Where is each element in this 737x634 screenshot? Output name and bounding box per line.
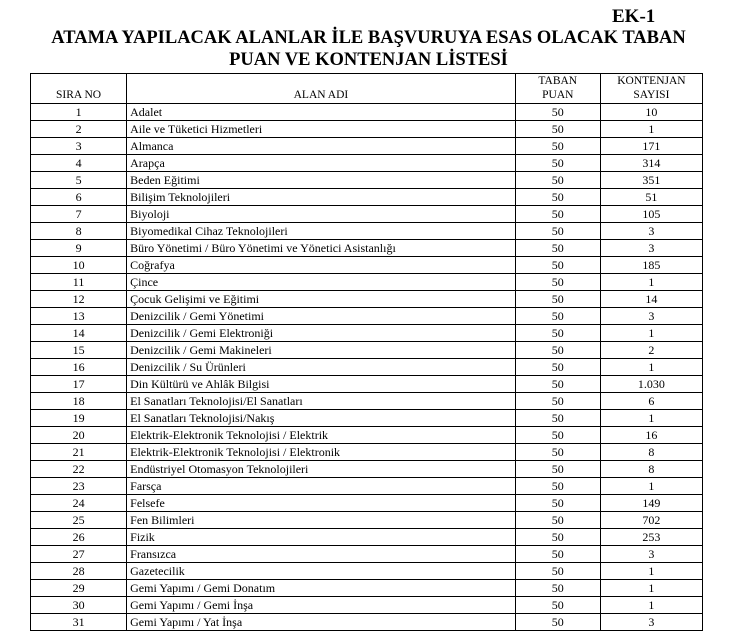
- table-row: [31, 274, 703, 291]
- cell-alan-adi: Gemi Yapımı / Gemi Donatım: [127, 580, 516, 597]
- cell-kontenjan: 1: [600, 563, 702, 580]
- cell-kontenjan: 16: [600, 427, 702, 444]
- table-row: [31, 121, 703, 138]
- header-taban-puan: TABAN PUAN: [515, 74, 600, 104]
- cell-sira-no: 8: [31, 223, 127, 240]
- cell-sira-no: 28: [31, 563, 127, 580]
- cell-sira-no: 5: [31, 172, 127, 189]
- cell-taban-puan: 50: [515, 223, 600, 240]
- cell-kontenjan: 8: [600, 461, 702, 478]
- table-row: [31, 308, 703, 325]
- cell-kontenjan: 149: [600, 495, 702, 512]
- cell-alan-adi: Aile ve Tüketici Hizmetleri: [127, 121, 516, 138]
- cell-sira-no: 30: [31, 597, 127, 614]
- cell-kontenjan: 1: [600, 410, 702, 427]
- table-row: [31, 393, 703, 410]
- cell-alan-adi: El Sanatları Teknolojisi/El Sanatları: [127, 393, 516, 410]
- cell-taban-puan: 50: [515, 121, 600, 138]
- cell-alan-adi: Çocuk Gelişimi ve Eğitimi: [127, 291, 516, 308]
- cell-taban-puan: 50: [515, 614, 600, 631]
- cell-alan-adi: Büro Yönetimi / Büro Yönetimi ve Yönetici Asistanlığı: [127, 240, 516, 257]
- cell-alan-adi: Denizcilik / Gemi Yönetimi: [127, 308, 516, 325]
- table-row: [31, 478, 703, 495]
- table-row: [31, 359, 703, 376]
- cell-sira-no: 11: [31, 274, 127, 291]
- cell-taban-puan: 50: [515, 189, 600, 206]
- cell-sira-no: 6: [31, 189, 127, 206]
- cell-taban-puan: 50: [515, 138, 600, 155]
- cell-kontenjan: 351: [600, 172, 702, 189]
- table-row: [31, 580, 703, 597]
- document-title-line1: ATAMA YAPILACAK ALANLAR İLE BAŞVURUYA ESAS OLACAK TABAN: [51, 28, 686, 48]
- cell-taban-puan: 50: [515, 172, 600, 189]
- cell-sira-no: 9: [31, 240, 127, 257]
- cell-alan-adi: Gemi Yapımı / Yat İnşa: [127, 614, 516, 631]
- cell-kontenjan: 14: [600, 291, 702, 308]
- table-row: [31, 444, 703, 461]
- cell-alan-adi: Biyomedikal Cihaz Teknolojileri: [127, 223, 516, 240]
- cell-kontenjan: 1: [600, 580, 702, 597]
- header-sira-no: SIRA NO: [31, 74, 127, 104]
- cell-taban-puan: 50: [515, 461, 600, 478]
- cell-kontenjan: 314: [600, 155, 702, 172]
- table-row: [31, 461, 703, 478]
- cell-sira-no: 4: [31, 155, 127, 172]
- cell-taban-puan: 50: [515, 325, 600, 342]
- cell-alan-adi: Almanca: [127, 138, 516, 155]
- cell-kontenjan: 3: [600, 546, 702, 563]
- table-row: [31, 546, 703, 563]
- cell-sira-no: 13: [31, 308, 127, 325]
- table-header-row: [31, 74, 703, 104]
- table-row: [31, 291, 703, 308]
- table-row: [31, 495, 703, 512]
- cell-kontenjan: 1.030: [600, 376, 702, 393]
- cell-alan-adi: Din Kültürü ve Ahlâk Bilgisi: [127, 376, 516, 393]
- cell-sira-no: 29: [31, 580, 127, 597]
- cell-sira-no: 17: [31, 376, 127, 393]
- cell-sira-no: 23: [31, 478, 127, 495]
- table-row: [31, 206, 703, 223]
- table-row: [31, 427, 703, 444]
- cell-sira-no: 18: [31, 393, 127, 410]
- cell-alan-adi: Fen Bilimleri: [127, 512, 516, 529]
- cell-taban-puan: 50: [515, 342, 600, 359]
- table-row: [31, 376, 703, 393]
- cell-kontenjan: 8: [600, 444, 702, 461]
- table-row: [31, 410, 703, 427]
- cell-kontenjan: 3: [600, 240, 702, 257]
- document-title-line2: PUAN VE KONTENJAN LİSTESİ: [229, 50, 508, 70]
- cell-alan-adi: Farsça: [127, 478, 516, 495]
- quota-table: [30, 73, 703, 631]
- cell-sira-no: 3: [31, 138, 127, 155]
- cell-sira-no: 27: [31, 546, 127, 563]
- cell-sira-no: 25: [31, 512, 127, 529]
- cell-sira-no: 10: [31, 257, 127, 274]
- cell-sira-no: 2: [31, 121, 127, 138]
- cell-taban-puan: 50: [515, 410, 600, 427]
- table-row: [31, 104, 703, 121]
- cell-taban-puan: 50: [515, 393, 600, 410]
- cell-alan-adi: Bilişim Teknolojileri: [127, 189, 516, 206]
- cell-sira-no: 21: [31, 444, 127, 461]
- cell-taban-puan: 50: [515, 563, 600, 580]
- table-row: [31, 138, 703, 155]
- cell-kontenjan: 6: [600, 393, 702, 410]
- cell-sira-no: 16: [31, 359, 127, 376]
- cell-alan-adi: Fransızca: [127, 546, 516, 563]
- cell-alan-adi: Gemi Yapımı / Gemi İnşa: [127, 597, 516, 614]
- cell-taban-puan: 50: [515, 529, 600, 546]
- cell-kontenjan: 171: [600, 138, 702, 155]
- cell-sira-no: 19: [31, 410, 127, 427]
- cell-kontenjan: 1: [600, 597, 702, 614]
- cell-alan-adi: Denizcilik / Su Ürünleri: [127, 359, 516, 376]
- table-row: [31, 240, 703, 257]
- cell-taban-puan: 50: [515, 359, 600, 376]
- cell-sira-no: 7: [31, 206, 127, 223]
- table-row: [31, 512, 703, 529]
- cell-alan-adi: Beden Eğitimi: [127, 172, 516, 189]
- cell-taban-puan: 50: [515, 427, 600, 444]
- cell-kontenjan: 1: [600, 274, 702, 291]
- cell-sira-no: 1: [31, 104, 127, 121]
- cell-taban-puan: 50: [515, 495, 600, 512]
- cell-sira-no: 20: [31, 427, 127, 444]
- cell-taban-puan: 50: [515, 257, 600, 274]
- table-row: [31, 563, 703, 580]
- cell-alan-adi: Gazetecilik: [127, 563, 516, 580]
- cell-alan-adi: Denizcilik / Gemi Elektroniği: [127, 325, 516, 342]
- cell-sira-no: 15: [31, 342, 127, 359]
- header-alan-adi: ALAN ADI: [127, 74, 516, 104]
- table-row: [31, 342, 703, 359]
- table-row: [31, 529, 703, 546]
- cell-taban-puan: 50: [515, 308, 600, 325]
- cell-kontenjan: 185: [600, 257, 702, 274]
- cell-kontenjan: 1: [600, 325, 702, 342]
- annex-label: EK-1: [612, 6, 656, 27]
- cell-taban-puan: 50: [515, 104, 600, 121]
- cell-kontenjan: 3: [600, 308, 702, 325]
- cell-kontenjan: 1: [600, 121, 702, 138]
- cell-taban-puan: 50: [515, 597, 600, 614]
- cell-alan-adi: Coğrafya: [127, 257, 516, 274]
- cell-kontenjan: 702: [600, 512, 702, 529]
- cell-alan-adi: Arapça: [127, 155, 516, 172]
- cell-taban-puan: 50: [515, 376, 600, 393]
- table-row: [31, 325, 703, 342]
- cell-taban-puan: 50: [515, 512, 600, 529]
- cell-alan-adi: Denizcilik / Gemi Makineleri: [127, 342, 516, 359]
- cell-kontenjan: 3: [600, 223, 702, 240]
- cell-alan-adi: Fizik: [127, 529, 516, 546]
- cell-alan-adi: Çince: [127, 274, 516, 291]
- cell-alan-adi: Endüstriyel Otomasyon Teknolojileri: [127, 461, 516, 478]
- cell-sira-no: 26: [31, 529, 127, 546]
- cell-alan-adi: Biyoloji: [127, 206, 516, 223]
- cell-taban-puan: 50: [515, 478, 600, 495]
- table-row: [31, 189, 703, 206]
- cell-taban-puan: 50: [515, 240, 600, 257]
- table-row: [31, 257, 703, 274]
- cell-kontenjan: 3: [600, 614, 702, 631]
- cell-taban-puan: 50: [515, 155, 600, 172]
- cell-taban-puan: 50: [515, 546, 600, 563]
- cell-kontenjan: 1: [600, 359, 702, 376]
- cell-taban-puan: 50: [515, 444, 600, 461]
- cell-kontenjan: 2: [600, 342, 702, 359]
- header-kontenjan-sayisi: KONTENJAN SAYISI: [600, 74, 702, 104]
- cell-kontenjan: 51: [600, 189, 702, 206]
- cell-taban-puan: 50: [515, 291, 600, 308]
- cell-kontenjan: 10: [600, 104, 702, 121]
- cell-kontenjan: 1: [600, 478, 702, 495]
- cell-kontenjan: 105: [600, 206, 702, 223]
- cell-sira-no: 31: [31, 614, 127, 631]
- table-body: [31, 104, 703, 631]
- cell-taban-puan: 50: [515, 274, 600, 291]
- cell-alan-adi: Elektrik-Elektronik Teknolojisi / Elektronik: [127, 444, 516, 461]
- table-row: [31, 223, 703, 240]
- cell-sira-no: 14: [31, 325, 127, 342]
- cell-alan-adi: Elektrik-Elektronik Teknolojisi / Elektrik: [127, 427, 516, 444]
- cell-taban-puan: 50: [515, 580, 600, 597]
- cell-alan-adi: Felsefe: [127, 495, 516, 512]
- cell-taban-puan: 50: [515, 206, 600, 223]
- cell-alan-adi: Adalet: [127, 104, 516, 121]
- cell-alan-adi: El Sanatları Teknolojisi/Nakış: [127, 410, 516, 427]
- cell-kontenjan: 253: [600, 529, 702, 546]
- table-row: [31, 597, 703, 614]
- table-row: [31, 155, 703, 172]
- table-row: [31, 614, 703, 631]
- cell-sira-no: 12: [31, 291, 127, 308]
- cell-sira-no: 22: [31, 461, 127, 478]
- cell-sira-no: 24: [31, 495, 127, 512]
- table-row: [31, 172, 703, 189]
